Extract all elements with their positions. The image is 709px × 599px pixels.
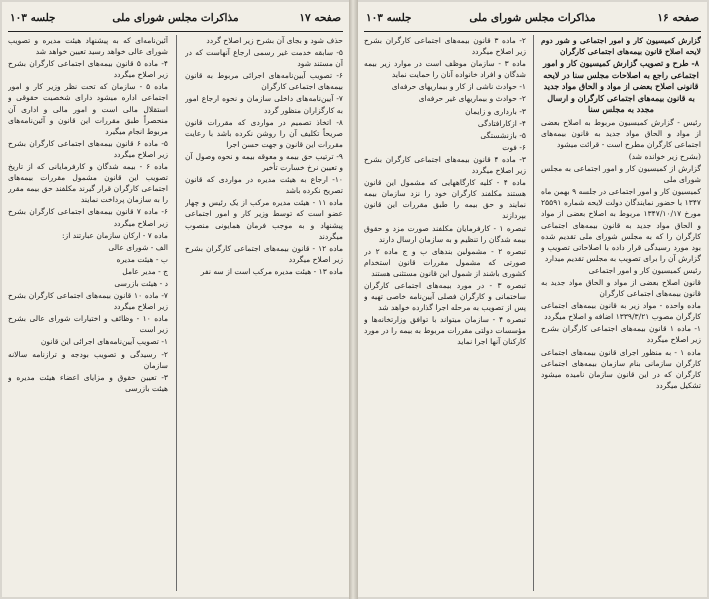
paragraph: رئیس - گزارش کمیسیون مربوط به اصلاح بعضی از مواد و الحاق مواد جدید به قانون بیمه‌های اجتماعی کارگران مطرح است - قرائت میشود [541,117,701,149]
paragraph: آئین‌نامه‌ای که به پیشنهاد هیئت مدیره و تصویب شورای عالی خواهد رسید تعیین خواهد شد [8,36,168,57]
paragraph: گزارش از کمیسیون کار و امور اجتماعی به مجلس شورای ملی [541,164,701,185]
paragraph: ۲- رسیدگی و تصویب بودجه و ترازنامه سالانه سازمان [8,349,168,370]
paragraph: ۱- ماده ۱ قانون بیمه‌های اجتماعی کارگران بشرح زیر اصلاح میگردد [541,324,701,345]
left-page-header [8,5,343,32]
intro-line: گزارش کمیسیون کار و امور اجتماعی و شور دوم لایحه اصلاح قانون بیمه‌های اجتماعی کارگران [541,36,701,57]
paragraph: رئیس کمیسیون کار و امور اجتماعی [588,265,701,275]
paragraph: ب - هیئت مدیره [116,254,168,264]
paragraph: ماده ۷ - ارکان سازمان عبارتند از: [62,230,168,240]
left-page-left-column [8,35,168,591]
paragraph: ۳- تعیین حقوق و مزایای اعضاء هیئت مدیره و هیئت بازرسی [8,372,168,393]
paragraph: ۹- ترتیب حق بیمه و معوقه بیمه و نحوه وصول آن و تعیین نرخ خسارت تأخیر [185,151,343,173]
paragraph: ۱۰- ارجاع به هیئت مدیره در مواردی که قانون تصریح نکرده باشد [185,175,343,196]
paragraph: ۷- آیین‌نامه‌های داخلی سازمان و نحوه ارجاع امور به کارگزاران منظور گردد [185,94,343,115]
right-page-title: مذاکرات مجلس شورای ملی [469,12,596,24]
paragraph: ماده ۳ - سازمان موظف است در موارد زیر بیمه شدگان و افراد خانواده آنان را حمایت نماید [364,59,526,80]
paragraph: ۷- ماده ۱۰ قانون بیمه‌های اجتماعی کارگران بشرح زیر اصلاح میگردد [8,291,168,312]
paragraph: ماده ۴ - کلیه کارگاههایی که مشمول این قانون هستند مکلفند کارگران خود را نزد سازمان بیمه نمایند و حق بیمه را طبق مقررات این قانون بپردازند [364,178,526,221]
paragraph: ۵- بازنشستگی [480,130,526,140]
right-page-header [364,5,701,32]
right-page [358,2,707,597]
paragraph: ۸- اتخاذ تصمیم در مواردی که مقررات قانون صریحاً تکلیف آن را روشن نکرده باشد با رعایت مقررات این قانون و جهت حسن اجرا [185,117,343,149]
right-column-body [541,117,701,391]
left-page-number: صفحه ۱۷ [299,12,341,24]
paragraph: ۶- فوت [502,142,526,152]
paragraph: ماده واحده - مواد زیر به قانون بیمه‌های اجتماعی کارگران مصوب ۱۳۳۹/۳/۲۱ اضافه و اصلاح میگردد [541,301,701,322]
paragraph: ماده ۱۳ - هیئت مدیره مرکب است از سه نفر [200,266,343,276]
left-page-session: جلسه ۱۰۳ [10,12,56,24]
paragraph: د - هیئت بازرسی [114,278,168,288]
paragraph: تبصره ۳ - در مورد بیمه‌های اجتماعی کارگران ساختمانی و کارگران فصلی آیین‌نامه خاصی تهیه و پس از تصویب به مرحله اجرا گذارده خواهد شد [364,280,526,313]
paragraph: ۴- ازکارافتادگی [477,118,526,128]
right-page-session: جلسه ۱۰۳ [366,12,412,24]
paragraph: ماده ۱ - به منظور اجرای قانون بیمه‌های اجتماعی کارگران سازمانی بنام سازمان بیمه‌های اجتماعی کارگران که در این قانون سازمان نامیده میشود تشکیل میگردد [541,347,701,390]
left-page [2,2,349,597]
paragraph: ۲- حوادث و بیماریهای غیر حرفه‌ای [418,94,526,104]
right-page-right-column [541,35,701,591]
paragraph: قانون اصلاح بعضی از مواد و الحاق مواد جدید به قانون بیمه‌های اجتماعی کارگران [541,278,701,299]
paragraph: ۵- ماده ۶ قانون بیمه‌های اجتماعی کارگران بشرح زیر اصلاح میگردد [8,138,168,159]
column-divider [533,35,534,591]
paragraph: ۲- ماده ۳ قانون بیمه‌های اجتماعی کارگران بشرح زیر اصلاح میگردد [364,36,526,57]
paragraph: ۳- ماده ۴ قانون بیمه‌های اجتماعی کارگران بشرح زیر اصلاح میگردد [364,154,526,176]
paragraph: ماده ۵ - سازمان که تحت نظر وزیر کار و امور اجتماعی اداره میشود دارای شخصیت حقوقی و استقلال مالی است و امور مالی و اداری آن منحصراً طبق مقررات این قانون و آئین‌نامه‌های مربوط انجام میگیرد [8,82,168,136]
paragraph: ماده ۱۱ - هیئت مدیره مرکب از یک رئیس و چهار عضو است که توسط وزیر کار و امور اجتماعی پیشنهاد و به موجب فرمان همایونی منصوب میگردند [185,198,343,241]
column-divider [176,35,177,591]
paragraph: (بشرح زیر خوانده شد) [628,151,701,161]
right-page-left-column [364,35,526,591]
paragraph: ۱- تصویب آیین‌نامه‌های اجرائی این قانون [40,337,168,347]
paragraph: تبصره ۱ - کارفرمایان مکلفند صورت مزد و حقوق بیمه شدگان را تنظیم و به سازمان ارسال دارند [364,223,526,244]
paragraph: ماده ۱۰ - وظائف و اختیارات شورای عالی بشرح زیر است [8,314,168,335]
paragraph: ماده ۶ - بیمه شدگان و کارفرمایانی که از تاریخ تصویب این قانون مشمول مقررات بیمه‌های اجتماعی کارگران قرار گیرند مکلفند حق بیمه مقرر را به سازمان پرداخت نمایند [8,162,168,205]
right-page-number: صفحه ۱۶ [657,12,699,24]
paragraph: ۱- حوادث ناشی از کار و بیماریهای حرفه‌ای [391,82,526,92]
paragraph: ۶- تصویب آیین‌نامه‌های اجرائی مربوط به قانون بیمه‌های اجتماعی کارگران [185,71,343,92]
paragraph: ۳- بارداری و زایمان [465,106,526,116]
paragraph: ۵- سابقه خدمت غیر رسمی ارجاع آنهاست که در آن مستند شود [185,48,343,69]
agenda-heading: ۸- طرح و تصویب گزارش کمیسیون کار و امور اجتماعی راجع به اصلاحات مجلس سنا در لایحه قانونی اصلاح بعضی از مواد و الحاق مواد جدید به قانون بیمه‌های اجتماعی کارگران و ارسال مجدد به مجلس سنا [542,58,700,115]
left-page-title: مذاکرات مجلس شورای ملی [112,12,239,24]
page-gutter [349,0,358,599]
paragraph: الف - شورای عالی [108,242,168,252]
paragraph: کمیسیون کار و امور اجتماعی در جلسه ۹ بهمن ماه ۱۳۴۷ با حضور نمایندگان دولت لایحه شماره ۲۵۵۹۱ مورخ ۱۳۴۷/۱۰/۱۷ مربوط به اصلاح بعضی از مواد و الحاق مواد جدید به قانون بیمه‌های اجتماعی کارگران را که به مجلس شورای ملی تقدیم شده بود مورد رسیدگی قرار داده با اصلاحاتی تصویب و گزارش آن را برای تصویب به مجلس تقدیم میدارد [541,187,701,263]
left-page-right-column [185,35,343,591]
paragraph: تبصره ۲ - مشمولین بندهای ب و ج ماده ۲ در صورتی که مشمول مقررات قانون استخدام کشوری باشند از شمول این قانون مستثنی هستند [364,246,526,278]
paragraph: تبصره ۴ - سازمان میتواند با توافق وزارتخانه‌ها و مؤسسات دولتی مقررات مربوط به بیمه را در مورد کارکنان آنها اجرا نماید [364,315,526,347]
paragraph: حذف شود و بجای آن بشرح زیر اصلاح گردد [206,36,343,45]
paragraph: ۴- ماده ۵ قانون بیمه‌های اجتماعی کارگران بشرح زیر اصلاح میگردد [8,59,168,80]
paragraph: ۶- ماده ۷ قانون بیمه‌های اجتماعی کارگران بشرح زیر اصلاح میگردد [8,207,168,228]
paragraph: ماده ۱۲ - قانون بیمه‌های اجتماعی کارگران بشرح زیر اصلاح میگردد [185,243,343,264]
paragraph: ج - مدیر عامل [122,266,168,276]
